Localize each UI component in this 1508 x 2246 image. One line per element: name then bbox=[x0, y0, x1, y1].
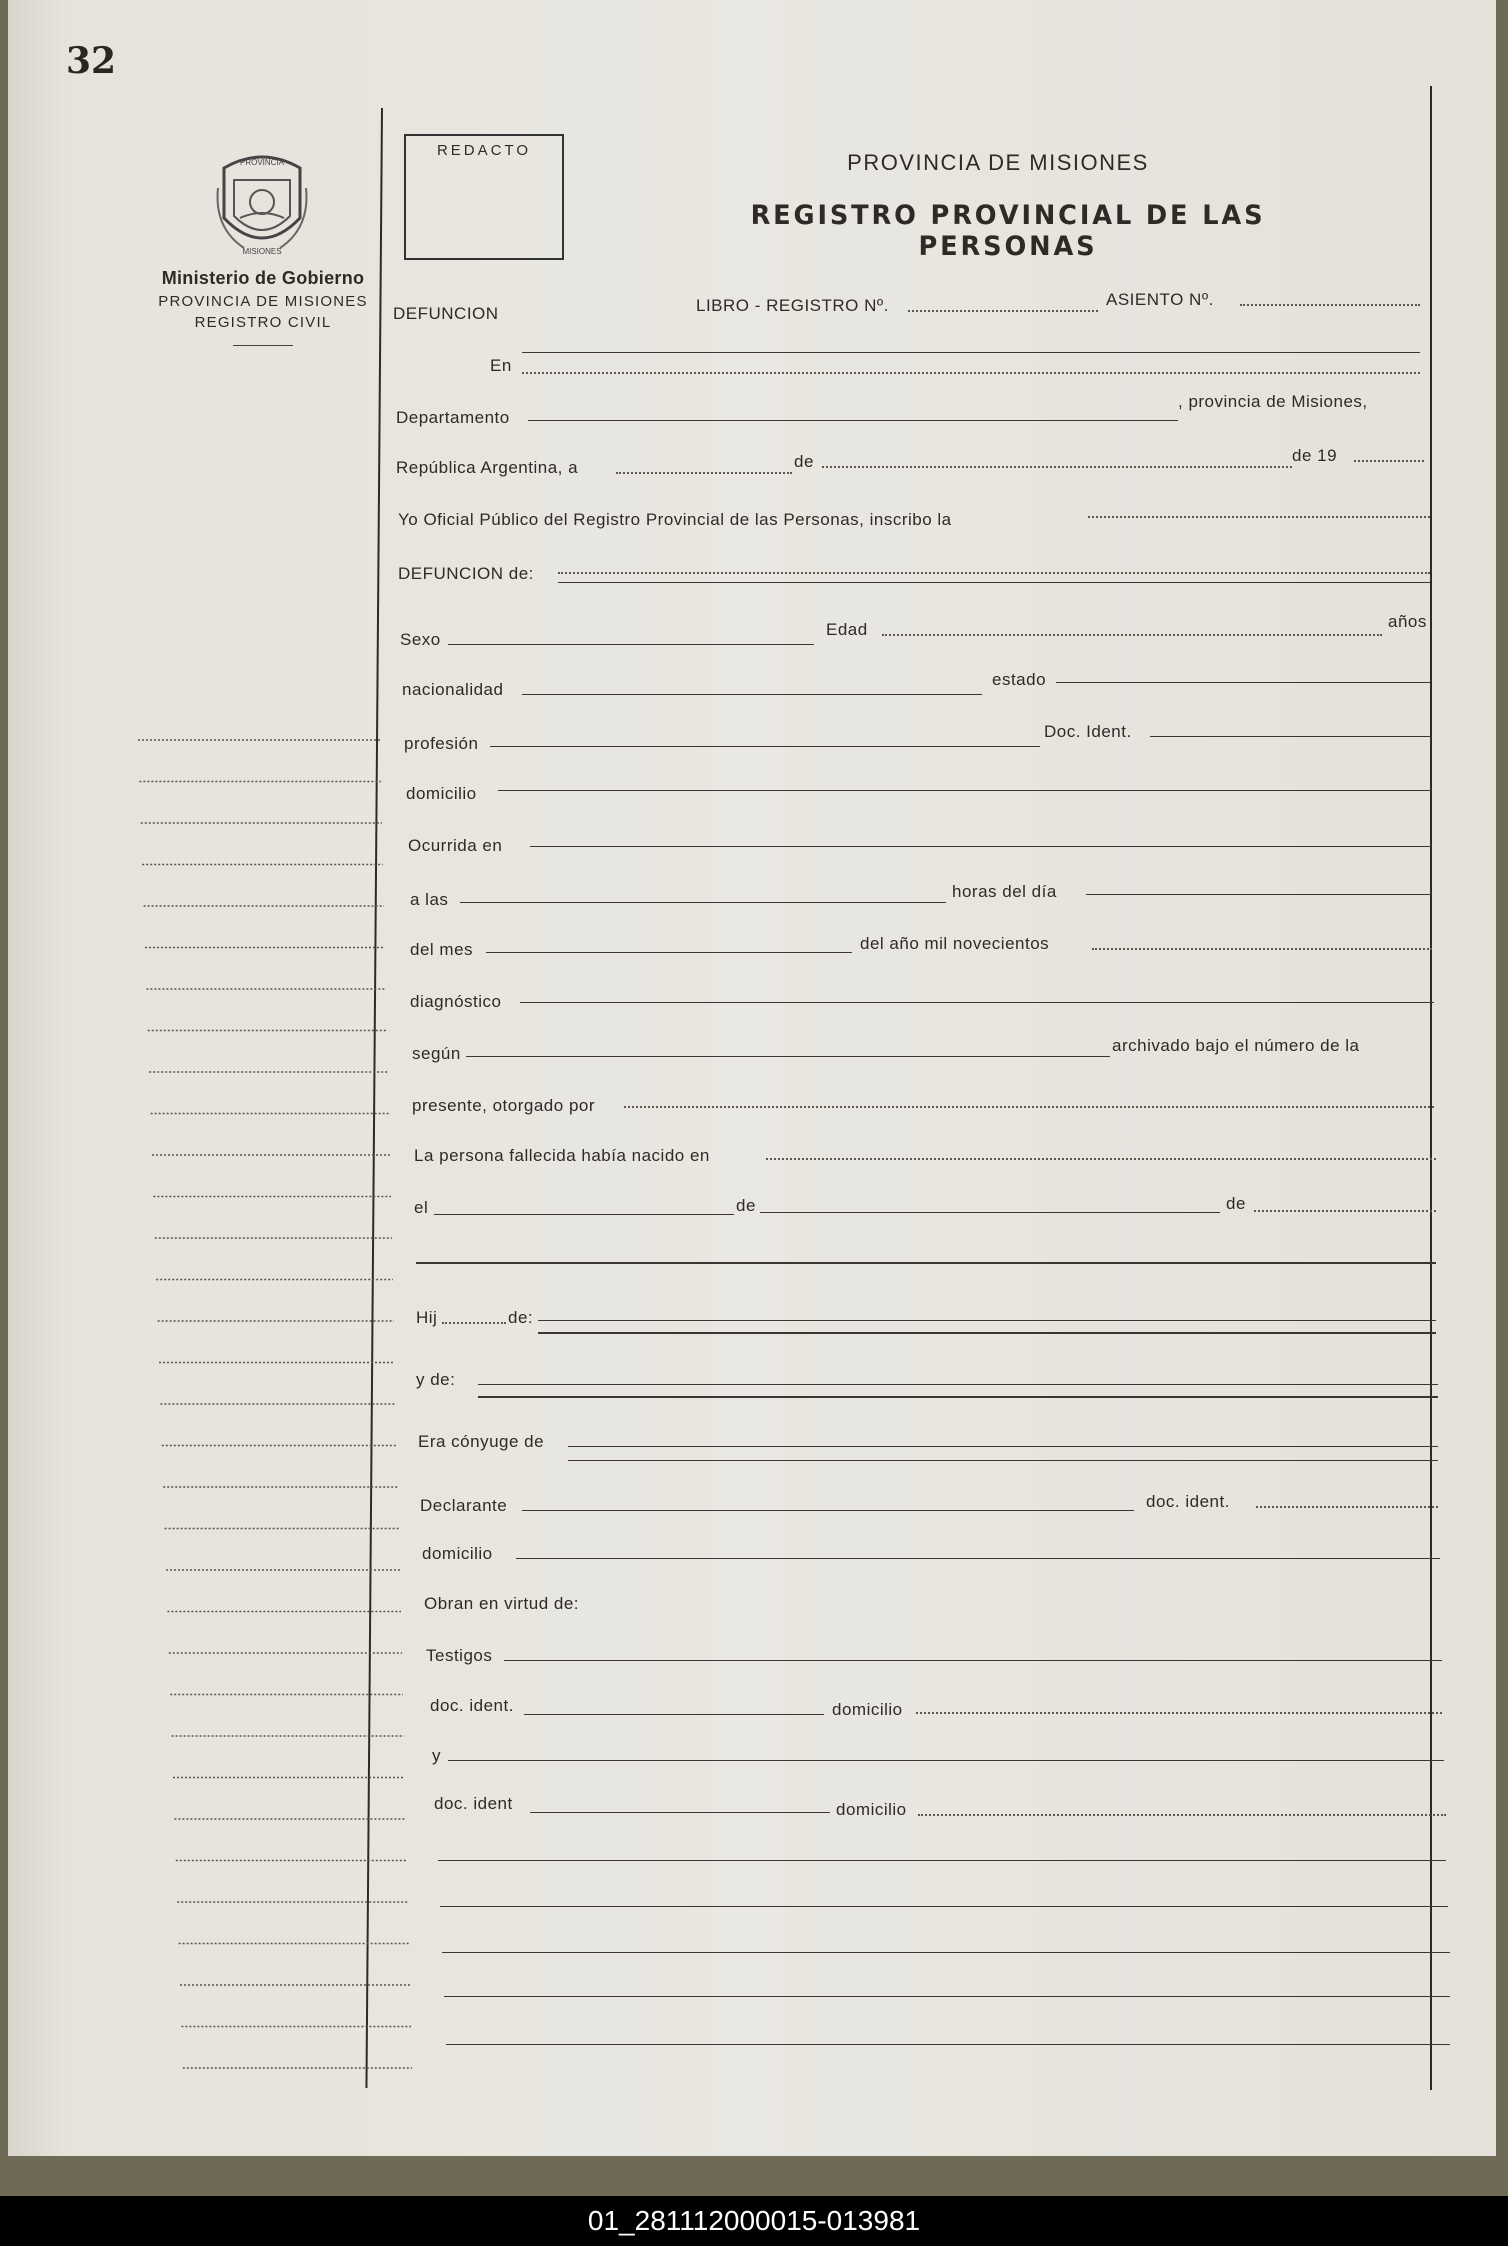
page-number: 32 bbox=[66, 40, 117, 82]
svg-text:MISIONES: MISIONES bbox=[242, 247, 282, 256]
hij-de-label: de: bbox=[508, 1308, 534, 1327]
image-id-bar: 01_281112000015-013981 bbox=[0, 2196, 1508, 2246]
de-label: de bbox=[794, 452, 814, 471]
horas-label: horas del día bbox=[952, 882, 1057, 901]
declarante-doc-label: doc. ident. bbox=[1146, 1492, 1230, 1511]
registry-title: REGISTRO PROVINCIAL DE LAS PERSONAS bbox=[750, 200, 1266, 262]
defuncion-de-label: DEFUNCION de: bbox=[398, 564, 534, 583]
declarante-domicilio-label: domicilio bbox=[422, 1544, 493, 1563]
hij-label: Hij bbox=[416, 1308, 438, 1327]
archivado-label: archivado bajo el número de la bbox=[1112, 1036, 1360, 1055]
blank-line[interactable] bbox=[444, 1996, 1450, 1997]
testigo1-doc-label: doc. ident. bbox=[430, 1696, 514, 1715]
testigo2-domicilio-field[interactable] bbox=[918, 1814, 1446, 1816]
birth-year-field[interactable] bbox=[1254, 1210, 1436, 1212]
defuncion-label: DEFUNCION bbox=[393, 304, 499, 323]
doc-ident-field[interactable] bbox=[1150, 736, 1432, 737]
sexo-label: Sexo bbox=[400, 630, 441, 649]
departamento-label: Departamento bbox=[396, 408, 510, 427]
testigo1-doc-field[interactable] bbox=[524, 1714, 824, 1715]
day-of-death-field[interactable] bbox=[1086, 894, 1432, 895]
father-field-line bbox=[538, 1332, 1436, 1334]
doc-ident-label: Doc. Ident. bbox=[1044, 722, 1132, 741]
estado-label: estado bbox=[992, 670, 1047, 689]
asiento-field[interactable] bbox=[1240, 304, 1420, 306]
deceased-name-field[interactable] bbox=[558, 572, 1430, 574]
de-label-2: de bbox=[736, 1196, 756, 1215]
ocurrida-field[interactable] bbox=[530, 846, 1432, 847]
del-ano-label: del año mil novecientos bbox=[860, 934, 1050, 953]
republica-label: República Argentina, a bbox=[396, 458, 579, 477]
domicilio-label: domicilio bbox=[406, 784, 477, 803]
edad-label: Edad bbox=[826, 620, 868, 639]
deceased-name-line bbox=[558, 582, 1430, 583]
blank-line[interactable] bbox=[438, 1860, 1446, 1861]
obran-label: Obran en virtud de: bbox=[424, 1594, 580, 1613]
conyuge-field-line bbox=[568, 1460, 1438, 1461]
en-field[interactable] bbox=[522, 372, 1420, 374]
declarante-field[interactable] bbox=[522, 1510, 1134, 1511]
blank-line[interactable] bbox=[440, 1906, 1448, 1907]
segun-field[interactable] bbox=[466, 1056, 1110, 1057]
a-las-label: a las bbox=[410, 890, 449, 909]
margin-lines bbox=[8, 0, 428, 2100]
testigo2-doc-label: doc. ident bbox=[434, 1794, 513, 1813]
de-19-label: de 19 bbox=[1292, 446, 1338, 465]
inscribo-field[interactable] bbox=[1088, 516, 1430, 518]
y-label: y bbox=[432, 1746, 441, 1765]
asiento-label: ASIENTO Nº. bbox=[1106, 290, 1214, 309]
ministry-province: PROVINCIA DE MISIONES bbox=[158, 293, 368, 310]
otorgado-field[interactable] bbox=[624, 1106, 1434, 1108]
domicilio-field[interactable] bbox=[498, 790, 1432, 791]
testigo1-domicilio-label: domicilio bbox=[832, 1700, 903, 1719]
yo-oficial-label: Yo Oficial Público del Registro Provincial de las Personas, inscribo la bbox=[398, 510, 952, 529]
en-field-top[interactable] bbox=[522, 352, 1420, 353]
year-field[interactable] bbox=[1354, 460, 1424, 462]
declarante-domicilio-field[interactable] bbox=[516, 1558, 1440, 1559]
de-label-3: de bbox=[1226, 1194, 1246, 1213]
birthplace-field[interactable] bbox=[766, 1158, 1436, 1160]
ministry-title: Ministerio de Gobierno bbox=[161, 268, 365, 288]
libro-label: LIBRO - REGISTRO Nº. bbox=[696, 296, 889, 315]
svg-text:PROVINCIA: PROVINCIA bbox=[239, 158, 285, 167]
mother-field[interactable] bbox=[478, 1384, 1438, 1385]
ocurrida-label: Ocurrida en bbox=[408, 836, 503, 855]
segun-label: según bbox=[412, 1044, 461, 1063]
declarante-doc-field[interactable] bbox=[1256, 1506, 1438, 1508]
birth-day-field[interactable] bbox=[434, 1214, 734, 1215]
register-page bbox=[8, 0, 1496, 2156]
testigo1-domicilio-field[interactable] bbox=[916, 1712, 1442, 1714]
provincia-misiones-label: , provincia de Misiones, bbox=[1178, 392, 1368, 411]
right-margin-line bbox=[1430, 86, 1432, 2090]
edad-field[interactable] bbox=[882, 634, 1382, 636]
testigo2-field[interactable] bbox=[448, 1760, 1444, 1761]
birth-month-field[interactable] bbox=[760, 1212, 1220, 1213]
el-label: el bbox=[414, 1198, 429, 1217]
testigos-label: Testigos bbox=[426, 1646, 493, 1665]
testigo2-domicilio-label: domicilio bbox=[836, 1800, 907, 1819]
declarante-label: Declarante bbox=[420, 1496, 508, 1515]
conyuge-field[interactable] bbox=[568, 1446, 1438, 1447]
testigos-field[interactable] bbox=[504, 1660, 1442, 1661]
profesion-label: profesión bbox=[404, 734, 479, 753]
ministry-registry: REGISTRO CIVIL bbox=[194, 314, 332, 331]
anos-label: años bbox=[1388, 612, 1427, 631]
blank-line[interactable] bbox=[446, 2044, 1450, 2045]
profesion-field[interactable] bbox=[490, 746, 1040, 747]
en-label: En bbox=[490, 356, 512, 375]
year-of-death-field[interactable] bbox=[1092, 948, 1432, 950]
diagnostico-label: diagnóstico bbox=[410, 992, 502, 1011]
nacionalidad-field[interactable] bbox=[522, 694, 982, 695]
month-of-death-field[interactable] bbox=[486, 952, 852, 953]
estado-field[interactable] bbox=[1056, 682, 1430, 683]
departamento-field[interactable] bbox=[528, 420, 1178, 421]
sexo-field[interactable] bbox=[448, 644, 814, 645]
conyuge-label: Era cónyuge de bbox=[418, 1432, 545, 1451]
testigo2-doc-field[interactable] bbox=[530, 1812, 830, 1813]
nacionalidad-label: nacionalidad bbox=[402, 680, 504, 699]
province-title: PROVINCIA DE MISIONES bbox=[847, 150, 1149, 175]
del-mes-label: del mes bbox=[410, 940, 474, 959]
y-de-label: y de: bbox=[416, 1370, 456, 1389]
month-field[interactable] bbox=[822, 466, 1292, 468]
blank-line[interactable] bbox=[416, 1262, 1436, 1264]
hij-field[interactable] bbox=[442, 1322, 506, 1324]
diagnostico-field[interactable] bbox=[520, 1002, 1434, 1003]
day-field[interactable] bbox=[616, 472, 792, 474]
presente-label: presente, otorgado por bbox=[412, 1096, 596, 1115]
mother-field-line bbox=[478, 1396, 1438, 1398]
persona-label: La persona fallecida había nacido en bbox=[414, 1146, 710, 1165]
libro-field[interactable] bbox=[908, 310, 1098, 312]
father-field[interactable] bbox=[538, 1320, 1436, 1321]
hour-field[interactable] bbox=[460, 902, 946, 903]
blank-line[interactable] bbox=[442, 1952, 1450, 1953]
redacto-box: REDACTO bbox=[404, 134, 564, 260]
